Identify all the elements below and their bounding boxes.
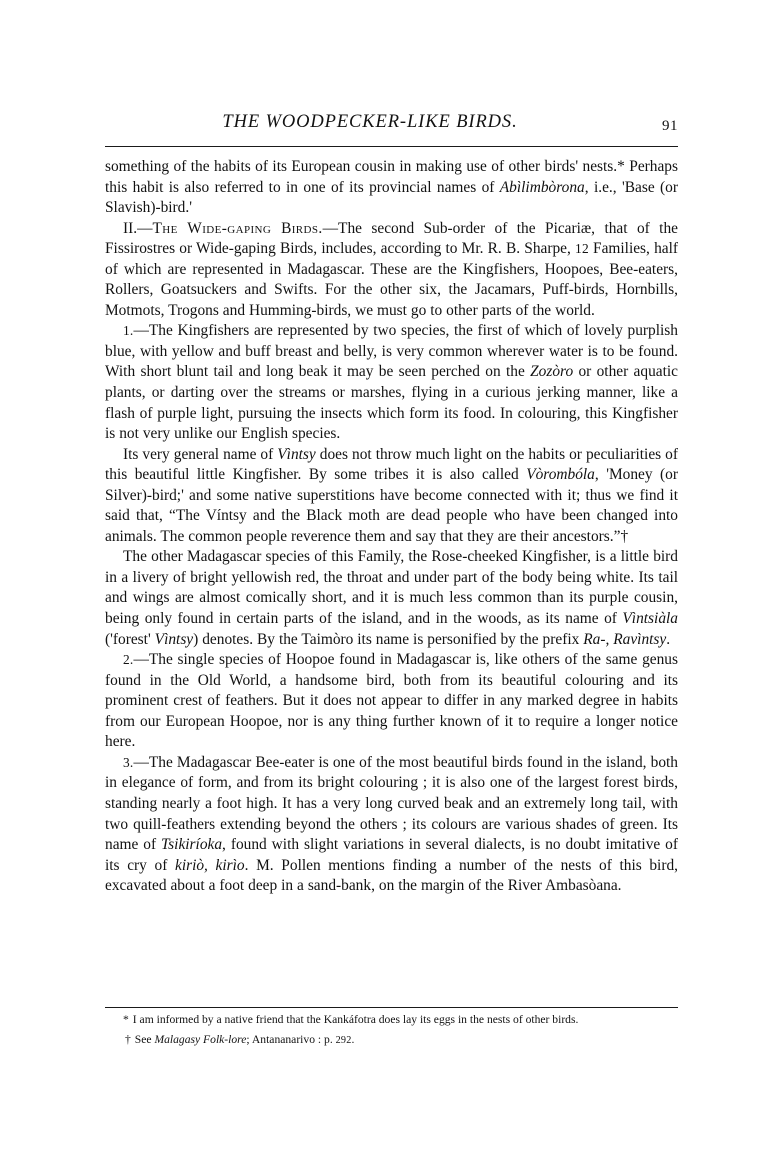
text-run: , found with slight variations in several dialects, is no doubt imitative of its cry of bbox=[105, 836, 678, 874]
oldstyle-numeral: 3. bbox=[123, 754, 134, 770]
para-vintsy bbox=[105, 445, 678, 548]
oldstyle-numeral: 12 bbox=[575, 241, 589, 257]
para-wide-gaping bbox=[105, 219, 678, 322]
footnote-marker: † bbox=[125, 1033, 131, 1047]
text-run: . M. Pollen mentions finding a number of the nests of this bird, excavated about a foot deep in a sand-bank, on the margin of the River Ambasòana. bbox=[105, 856, 679, 895]
oldstyle-numeral: 2. bbox=[123, 652, 134, 668]
text-run: or other aquatic plants, or darting over the streams or marshes, flying in a curious jerking manner, like a flash of purple light, pursuing the insects which form its food. In colouring, this Kingfisher is not very unlike our English species. bbox=[105, 363, 678, 443]
para-continued bbox=[105, 157, 678, 219]
text-run: , 'Money (or Silver)-bird;' and some native superstitions have become connected with it; thus we find it said that, “The Víntsy and the Black moth are dead people who have been changed into animals. The common people reverence them and say that they are their ancestors.” bbox=[105, 466, 678, 545]
italic-term: Vìntsy bbox=[154, 630, 194, 648]
footnote-dagger bbox=[105, 1033, 678, 1048]
oldstyle-numeral: 292 bbox=[335, 1035, 352, 1047]
footnote-marker: * bbox=[617, 158, 625, 175]
footnote-marker: † bbox=[620, 527, 629, 545]
text-run: does not throw much light on the habits or peculiarities of this beautiful little Kingfisher. By some tribes it is also called bbox=[105, 445, 678, 484]
footnotes-block bbox=[105, 1013, 678, 1048]
running-head bbox=[105, 112, 678, 140]
text-run: , i.e., 'Base (or Slavish)-bird.' bbox=[105, 178, 678, 217]
text-run: See bbox=[134, 1033, 155, 1047]
body-text-block bbox=[105, 157, 678, 897]
header-rule bbox=[105, 146, 678, 147]
page-title: THE WOODPECKER-LIKE BIRDS. bbox=[222, 112, 518, 132]
text-run: I am informed by a native friend that the Kankáfotra does lay its eggs in the nests of other birds. bbox=[132, 1013, 579, 1026]
italic-term: Vòrombóla bbox=[526, 466, 595, 484]
para-rose-cheeked bbox=[105, 547, 678, 650]
text-run: Perhaps this habit is also referred to in one of its provincial names of bbox=[105, 158, 678, 196]
text-run: something of the habits of its European cousin in making use of other birds' nests. bbox=[105, 158, 618, 175]
text-run: —The Madagascar Bee-eater is one of the most beautiful birds found in the island, both in elegance of form, and from its bright colouring ; it is also one of the largest forest birds, standing nearly a foot high. It has a very long curved beak and an extremely long tail, with two quill-feathers extending beyond the others ; its colours are various shades of green. Its name of bbox=[105, 753, 678, 854]
text-run: Families, half of which are represented in Madagascar. These are the Kingfishers, Hoopoes, Bee-eaters, Rollers, Goatsuckers and Swifts. For the other six, the Jacamars, Puff-birds, Hornbills, Motmots, Trogons and Humming-birds, we must go to other parts of the world. bbox=[105, 240, 679, 319]
text-run: ('forest' bbox=[105, 630, 155, 648]
footnote-marker: * bbox=[123, 1013, 129, 1026]
section-heading-smallcaps: The Wide-gaping Birds. bbox=[152, 219, 323, 237]
para-bee-eater bbox=[105, 753, 678, 897]
footnote-rule bbox=[105, 1007, 678, 1008]
text-run: The other Madagascar species of this Family, the Rose-cheeked Kingfisher, is a little bird in a livery of bright yellowish red, the throat and under part of the body being white. Its tail and wings are almost comically short, and it is much less common than its purple cousin, being only found in certain parts of the island, and in the woods, as its name of bbox=[105, 548, 678, 628]
footnote-asterisk bbox=[105, 1013, 678, 1027]
italic-term: kiriò, kirìo bbox=[174, 856, 245, 874]
text-run: —The single species of Hoopoe found in Madagascar is, like others of the same genus found in the Old World, a handsome bird, both from its beautiful colouring and its prominent crest of feathers. But it does not appear to differ in any marked degree in habits from our European Hoopoe, nor is any thing further known of it to require a longer notice here. bbox=[105, 651, 678, 751]
text-run: . bbox=[351, 1033, 355, 1047]
italic-term: Abìlimbòrona bbox=[499, 178, 585, 196]
italic-term: Ra-, Ravìntsy bbox=[583, 630, 667, 648]
italic-term: Vìntsy bbox=[277, 445, 316, 463]
text-run: Its very general name of bbox=[123, 445, 278, 463]
page-number: 91 bbox=[662, 118, 678, 134]
italic-term: Malagasy Folk-lore bbox=[154, 1033, 247, 1047]
text-run: —The Kingfishers are represented by two species, the first of which of lovely purplish blue, with yellow and buff breast and belly, is very common wherever water is to be found. With short blunt tail and long beak it may be seen perched on the bbox=[105, 322, 678, 381]
oldstyle-numeral: 1. bbox=[123, 323, 134, 339]
text-run: —The second Sub-order of the Picariæ, that of the Fissirostres or Wide-gaping Birds, includes, according to Mr. R. B. Sharpe, bbox=[105, 219, 678, 258]
para-kingfishers bbox=[105, 321, 678, 444]
text-run: ; Antananarivo : p. bbox=[246, 1033, 336, 1047]
text-run: ) denotes. By the Taimòro its name is personified by the prefix bbox=[193, 630, 584, 648]
para-hoopoe bbox=[105, 650, 678, 753]
italic-term: Tsikiríoka bbox=[161, 836, 223, 854]
text-run: . bbox=[666, 630, 671, 648]
italic-term: Vìntsiàla bbox=[622, 610, 678, 628]
italic-term: Zozòro bbox=[530, 363, 574, 381]
text-run: II.— bbox=[123, 219, 153, 237]
